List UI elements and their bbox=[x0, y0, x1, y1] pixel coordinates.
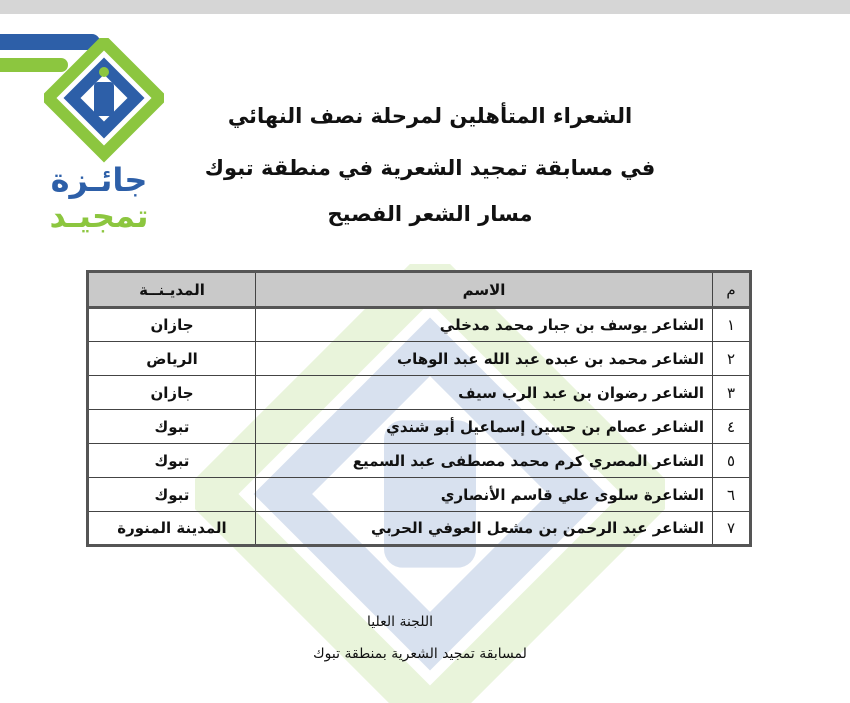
title-line-2: في مسابقة تمجيد الشعرية في منطقة تبوك bbox=[204, 156, 656, 180]
table-row bbox=[88, 308, 751, 342]
row-city: جازان bbox=[88, 308, 256, 342]
footer-competition: لمسابقة تمجيد الشعرية بمنطقة تبوك bbox=[313, 646, 527, 662]
row-num: ٧ bbox=[713, 512, 751, 546]
row-name: الشاعر رضوان بن عبد الرب سيف bbox=[256, 376, 713, 410]
row-city: جازان bbox=[88, 376, 256, 410]
header-num: م bbox=[713, 272, 751, 308]
row-name: الشاعر عبد الرحمن بن مشعل العوفي الحربي bbox=[256, 512, 713, 546]
row-num: ٥ bbox=[713, 444, 751, 478]
row-city: الرياض bbox=[88, 342, 256, 376]
header-city: المديـنــة bbox=[88, 272, 256, 308]
row-name: الشاعر المصري كرم محمد مصطفى عبد السميع bbox=[256, 444, 713, 478]
row-name: الشاعر عصام بن حسين إسماعيل أبو شندي bbox=[256, 410, 713, 444]
row-name: الشاعرة سلوى علي قاسم الأنصاري bbox=[256, 478, 713, 512]
table-row bbox=[88, 342, 751, 376]
title-line-3: مسار الشعر الفصيح bbox=[327, 202, 533, 226]
logo-text-prize: جائـزة bbox=[50, 161, 148, 199]
row-num: ٢ bbox=[713, 342, 751, 376]
row-city: تبوك bbox=[88, 444, 256, 478]
logo-text-tamjeed: تمجيـد bbox=[49, 197, 149, 235]
footer-committee: اللجنة العليا bbox=[366, 614, 434, 630]
row-city: المدينة المنورة bbox=[88, 512, 256, 546]
table-row bbox=[88, 478, 751, 512]
row-num: ٣ bbox=[713, 376, 751, 410]
row-city: تبوك bbox=[88, 478, 256, 512]
row-name: الشاعر يوسف بن جبار محمد مدخلي bbox=[256, 308, 713, 342]
poets-table bbox=[86, 270, 752, 547]
row-num: ٤ bbox=[713, 410, 751, 444]
table-row bbox=[88, 410, 751, 444]
header-name: الاسم bbox=[256, 272, 713, 308]
row-num: ٦ bbox=[713, 478, 751, 512]
table-row bbox=[88, 444, 751, 478]
row-num: ١ bbox=[713, 308, 751, 342]
table-header-row bbox=[88, 272, 751, 308]
tamjeed-logo-icon bbox=[44, 38, 164, 168]
title-line-1: الشعراء المتأهلين لمرحلة نصف النهائي bbox=[227, 104, 633, 128]
table-row bbox=[88, 376, 751, 410]
row-city: تبوك bbox=[88, 410, 256, 444]
table-row bbox=[88, 512, 751, 546]
row-name: الشاعر محمد بن عبده عبد الله عبد الوهاب bbox=[256, 342, 713, 376]
